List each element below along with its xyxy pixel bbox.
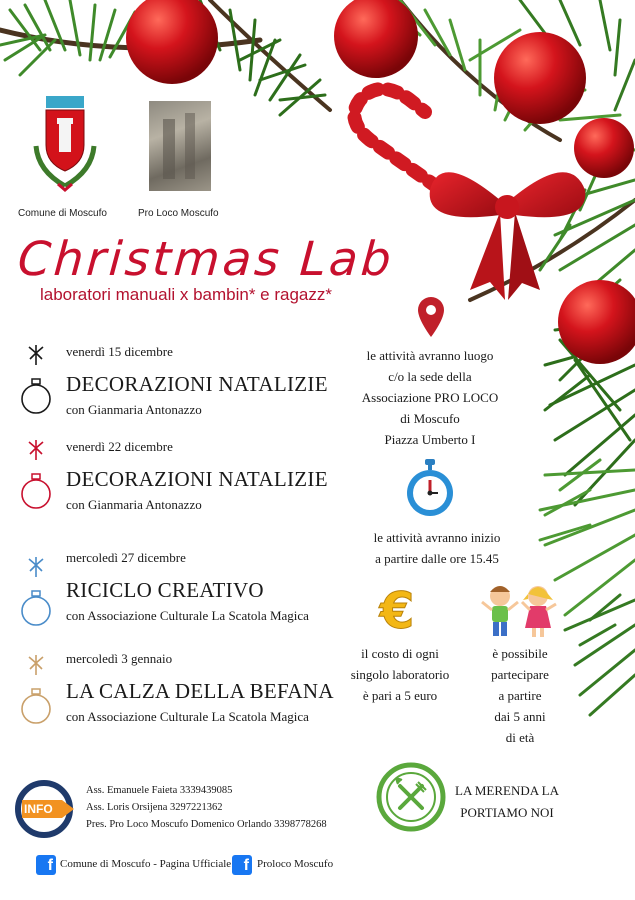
contact-line: Pres. Pro Loco Moscufo Domenico Orlando 3398778268	[86, 819, 327, 830]
location-pin-icon	[416, 296, 446, 338]
merenda-text: LA MERENDA LA PORTIAMO NOI	[455, 783, 559, 820]
fork-knife-icon	[376, 762, 446, 832]
bauble-icon	[20, 438, 52, 518]
facebook-icon[interactable]: f	[36, 855, 56, 875]
event-date: mercoledì 3 gennaio	[66, 651, 173, 666]
event-title: DECORAZIONI NATALIZIE	[66, 467, 328, 491]
contact-line: Ass. Loris Orsijena 3297221362	[86, 802, 223, 813]
facebook-page-link[interactable]: Comune di Moscufo - Pagina Ufficiale	[60, 858, 232, 870]
event-date: mercoledì 27 dicembre	[66, 550, 186, 565]
euro-coin-icon	[374, 582, 420, 636]
contact-list	[86, 782, 327, 833]
contact-line: Ass. Emanuele Faieta 3339439085	[86, 785, 233, 796]
time-text: le attività avranno inizio a partire dalle ore 15.45	[373, 530, 501, 566]
event-host: con Gianmaria Antonazzo	[66, 402, 202, 417]
event-host: con Associazione Culturale La Scatola Magica	[66, 608, 309, 623]
location-text: le attività avranno luogo c/o la sede della Associazione PRO LOCO di Moscufo Piazza Umberto I	[361, 348, 499, 447]
age-text: è possibile partecipare a partire dai 5 anni di età	[491, 646, 549, 745]
bauble-icon	[20, 343, 52, 423]
bauble-icon	[20, 555, 52, 635]
bauble-icon	[20, 653, 52, 733]
children-icon	[476, 582, 564, 642]
event-date: venerdì 15 dicembre	[66, 344, 173, 359]
page-title: Christmas Lab	[16, 232, 396, 287]
proloco-label: Pro Loco Moscufo	[138, 208, 219, 219]
proloco-photo-logo	[149, 101, 211, 191]
info-badge-label: INFO	[24, 802, 53, 816]
event-host: con Gianmaria Antonazzo	[66, 497, 202, 512]
event-title: LA CALZA DELLA BEFANA	[66, 679, 334, 703]
event-title: RICICLO CREATIVO	[66, 578, 264, 602]
event-title: DECORAZIONI NATALIZIE	[66, 372, 328, 396]
event-host: con Associazione Culturale La Scatola Magica	[66, 709, 309, 724]
comune-coat-of-arms-logo	[28, 96, 102, 196]
stopwatch-icon	[404, 459, 456, 517]
page-subtitle: laboratori manuali x bambin* e ragazz*	[40, 285, 332, 304]
cost-text: il costo di ogni singolo laboratorio è pari a 5 euro	[350, 646, 450, 703]
facebook-icon[interactable]: f	[232, 855, 252, 875]
svg-text:€: €	[379, 582, 415, 636]
facebook-page-link[interactable]: Proloco Moscufo	[257, 858, 334, 870]
comune-label: Comune di Moscufo	[18, 208, 107, 219]
event-date: venerdì 22 dicembre	[66, 439, 173, 454]
